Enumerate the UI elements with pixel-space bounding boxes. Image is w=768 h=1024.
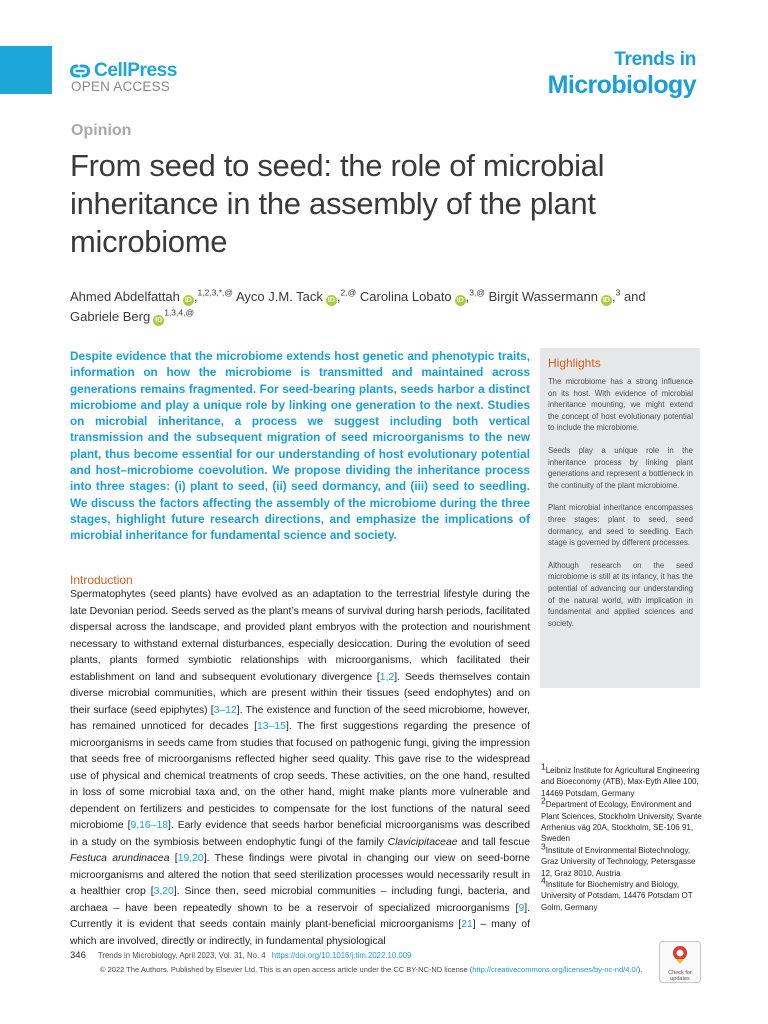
license-statement	[100, 965, 642, 974]
highlight-item: Plant microbial inheritance encompasses three stages: plant to seed, seed dormancy, and seed to seedling. Each stage is governed by different processes.	[548, 503, 693, 548]
author-name: Gabriele Berg	[70, 309, 151, 324]
author-separator: ,	[465, 289, 470, 304]
body-text: ]. The existence and function of the seed microbiome, however, has remained unnoticed for decades [	[70, 704, 530, 732]
author	[489, 289, 621, 304]
author-name: Carolina Lobato	[359, 289, 452, 304]
author-list	[70, 287, 710, 327]
body-text: ]. These findings were pivotal in changing our view on seed-borne microorganisms and altered the notion that seed sterilization processes would necessarily result in a healthier crop [	[70, 853, 530, 897]
author-name: Ayco J.M. Tack	[235, 289, 323, 304]
affiliation-text: Leibniz Institute for Agricultural Engineering and Bioeconomy (ATB), Max-Eyth Allee 100, 14469 Potsdam, Germany	[541, 766, 700, 798]
orcid-icon[interactable]: ID	[327, 297, 335, 304]
reference-link[interactable]: 9,16–18	[130, 820, 169, 831]
author-name: Ahmed Abdelfattah	[70, 289, 180, 304]
affiliation-number: 4	[541, 875, 546, 886]
highlights-title: Highlights	[548, 356, 601, 370]
author	[70, 289, 233, 304]
publisher-name: CellPress	[94, 60, 178, 81]
license-text-end: ).	[637, 965, 643, 974]
doi-link[interactable]: https://doi.org/10.1016/j.tim.2022.10.009	[271, 951, 412, 960]
affiliation-number: 2	[541, 795, 546, 806]
body-text: Spermatophytes (seed plants) have evolved as an adaptation to the terrestrial lifestyle during the late Devonian period. Seeds served as the plant’s means of survival during harsh periods, facilitated dispersal across the landscape, and provided plant embryos with the protection and nourishment necessary to withstand external disturbances, especially desiccation. During the evolution of seed plants, plants formed symbiotic relationships with microorganisms, which facilitated their establishment on land and subsequent evolutionary divergence [	[70, 589, 530, 683]
species-name: Festuca arundinacea	[70, 853, 170, 864]
citation-text: Trends in Microbiology, April 2023, Vol. 31, No. 4	[97, 951, 266, 960]
orcid-icon[interactable]: ID	[602, 297, 610, 304]
affiliation-number: 1	[541, 761, 546, 772]
affiliation-item	[541, 795, 704, 845]
reference-link[interactable]: 1,2	[379, 671, 395, 683]
body-text: ]. Early evidence that seeds harbor beneficial microorganisms was described in a study on the symbiosis between endophytic fungi of the family	[70, 820, 530, 848]
article-type: Opinion	[71, 122, 132, 139]
author-affiliation-marks: 2,@	[340, 287, 357, 298]
author-affiliation-marks: 1,2,3,*,@	[197, 287, 234, 298]
highlight-item: The microbiome has a strong influence on its host. With evidence of microbial inheritance mounting, we might extend the concept of host evolutionary potential to include the microbiome.	[548, 377, 693, 433]
abstract: Despite evidence that the microbiome extends host genetic and phenotypic traits, information on how the microbiome is transmitted and maintained across generations remains fragmented. For seed-bearing plants, seeds harbor a distinct microbiome and play a unique role by linking one generation to the next. Studies on microbial inheritance, a process we suggest including both vertical transmission and the subsequent migration of seed microorganisms to the new plant, thus become essential for our understanding of host evolutionary potential and host–microbiome coevolution. We propose dividing the inheritance process into three stages: (i) plant to seed, (ii) seed dormancy, and (iii) seed to seedling. We discuss the factors affecting the assembly of the microbiome during the three stages, highlight future research directions, and emphasize the implications of microbial inheritance for fundamental science and society.	[70, 350, 530, 543]
affiliation-item	[541, 875, 704, 913]
header-color-tab	[0, 46, 52, 94]
check-for-updates-label: Check for updates	[668, 970, 692, 982]
article-title: From seed to seed: the role of microbial inheritance in the assembly of the plant microbiome	[70, 148, 605, 259]
highlight-item: Seeds play a unique role in the inheritance process by linking plant generations and represent a bottleneck in the continuity of the plant microbiome.	[548, 445, 693, 490]
author-name: Birgit Wassermann	[488, 289, 598, 304]
affiliation-item	[541, 841, 704, 879]
journal-name[interactable]	[548, 49, 696, 100]
license-text: © 2022 The Authors. Published by Elsevier Ltd. This is an open access article under the CC BY-NC-ND license (	[100, 965, 473, 974]
reference-link[interactable]: 13–15	[257, 721, 286, 732]
reference-link[interactable]: 3,20	[153, 886, 174, 897]
affiliation-text: Institute of Environmental Biotechnology, Graz University of Technology, Petersgasse 12, Graz 8010, Austria	[541, 845, 696, 878]
affiliation-text: Institute for Biochemistry and Biology, University of Potsdam, 14476 Potsdam OT Golm, Germany	[541, 880, 693, 912]
cellpress-link-icon	[70, 62, 90, 80]
journal-name-line2: Microbiology	[547, 71, 696, 99]
footer-citation	[70, 950, 411, 961]
license-link[interactable]: http://creativecommons.org/licenses/by-nc-nd/4.0/	[472, 965, 638, 974]
reference-link[interactable]: 21	[461, 919, 473, 930]
reference-link[interactable]: 19,20	[177, 853, 204, 864]
highlight-item: Although research on the seed microbiome is still at its infancy, it has the potential of advancing our understanding of the natural world, with implication in fundamental and applied sciences and society.	[548, 560, 693, 628]
orcid-icon[interactable]: ID	[155, 317, 163, 324]
author	[70, 309, 194, 324]
affiliation-item	[541, 761, 704, 799]
cellpress-logo[interactable]	[70, 60, 177, 94]
affiliation-text: Department of Ecology, Environment and Plant Sciences, Stockholm University, Svante Arrhenius väg 20A, Stockholm, SE-106 91, Sweden	[541, 800, 702, 844]
body-text: ]. Seeds themselves contain diverse microbial communities, which are present within their tissues (seed endophytes) and on their surface (seed epiphytes) [	[70, 671, 530, 716]
reference-link[interactable]: 3–12	[213, 704, 237, 716]
species-name: Clavicipitaceae	[387, 836, 458, 848]
authors-and: and	[620, 289, 646, 304]
author	[236, 289, 356, 304]
author-affiliation-marks: 1,3,4,@	[164, 307, 195, 318]
author-separator: ,	[336, 289, 341, 304]
body-text: ] – many of which are involved, directly or indirectly, in fundamental physiological	[70, 919, 530, 947]
author-separator: ,	[611, 289, 616, 304]
orcid-icon[interactable]: ID	[184, 297, 192, 304]
orcid-icon[interactable]: ID	[456, 297, 464, 304]
body-text: and tall fescue	[457, 836, 530, 848]
body-text: [	[169, 853, 178, 864]
author-affiliation-marks: 3	[615, 287, 621, 298]
page-number: 346	[70, 950, 86, 961]
author	[360, 289, 485, 304]
journal-name-line1: Trends in	[614, 49, 696, 70]
highlights-box	[540, 348, 700, 688]
introduction-body	[70, 587, 530, 950]
check-for-updates-button[interactable]	[659, 941, 701, 983]
affiliations	[541, 761, 704, 913]
affiliation-number: 3	[541, 841, 546, 852]
author-affiliation-marks: 3,@	[469, 287, 486, 298]
body-text: ]. The first suggestions regarding the presence of microorganisms in seeds came from studies that focused on pathogenic fungi, giving the impression that seeds free of microorganisms reflected higher seed quality. This gave rise to the widespread use of physical and chemical treatments of crop seeds. These activities, on the one hand, resulted in loss of some microbial taxa and, on the other hand, might make plants more vulnerable and dependent on fertilizers and pesticides to compensate for the lost functions of the natural seed microbiome [	[70, 721, 530, 831]
check-for-updates-icon	[671, 945, 689, 965]
author-separator: ,	[193, 289, 198, 304]
body-text: ]. Currently it is evident that seeds contain mainly plant-beneficial microorganisms [	[70, 902, 530, 930]
open-access-label: OPEN ACCESS	[71, 79, 170, 94]
body-text: ]. Since then, seed microbial communities – including fungi, bacteria, and archaea – have been repeatedly shown to be a reservoir of specialized microorganisms [	[70, 886, 530, 914]
introduction-heading: Introduction	[70, 573, 133, 587]
reference-link[interactable]: 9	[518, 902, 525, 914]
